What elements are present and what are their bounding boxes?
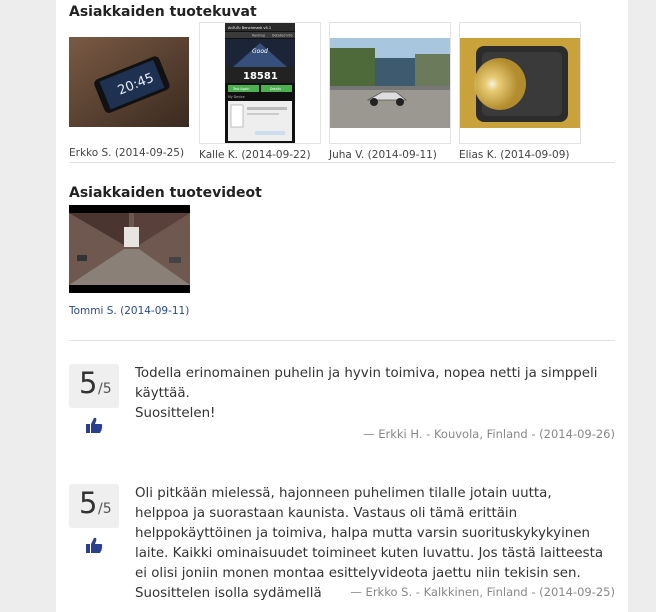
street-car-photo-icon[interactable] — [329, 22, 451, 144]
rating-score-box — [69, 364, 119, 408]
thumbs-up-icon — [85, 416, 103, 434]
photo-caption[interactable]: Kalle K. (2014-09-22) — [199, 149, 311, 161]
divider — [69, 340, 615, 341]
review-byline: — Erkko S. - Kalkkinen, Finland - (2014-09-25) — [350, 585, 615, 599]
review-text — [135, 364, 605, 424]
review-item — [69, 484, 615, 604]
review-byline: — Erkki H. - Kouvola, Finland - (2014-09-26) — [363, 427, 615, 441]
street-video-thumbnail-icon[interactable] — [69, 205, 190, 293]
benchmark-btn-test-again: Test Again — [233, 87, 250, 91]
review-item — [69, 364, 615, 444]
customer-photo[interactable] — [199, 22, 321, 161]
benchmark-tab-ranking: Ranking — [252, 33, 265, 38]
review-line: Suosittelen! — [135, 406, 216, 421]
photo-caption[interactable]: Elias K. (2014-09-09) — [459, 149, 570, 161]
videos-section-title: Asiakkaiden tuotevideot — [69, 185, 262, 201]
rating-max: /5 — [98, 501, 112, 517]
rating-max: /5 — [98, 381, 112, 397]
phone-back-flash-photo-icon[interactable] — [459, 22, 581, 144]
benchmark-app-title: AnTuTu Benchmark v5.1 — [228, 26, 272, 30]
divider — [69, 162, 615, 163]
photos-section-title: Asiakkaiden tuotekuvat — [69, 4, 257, 20]
customer-photo[interactable] — [329, 22, 451, 161]
photo-caption[interactable]: Juha V. (2014-09-11) — [329, 149, 437, 161]
review-line: Oli pitkään mielessä, hajonneen puhelimen tilalle jotain uutta, helppoa ja suorastaan kaunista. Vastaus oli tämä erittäin helppokäyttöinen ja toimiva, halpa mutta varsin suorituskykykyinen laite. Kaikki ominaisuudet toimineet kuten luvattu. Jos tästä laitteesta ei olisi joniin monen montaa esittelyvideota jaettu niin tekisin sen. Suosittelen isolla sydämellä — [135, 486, 604, 601]
content-panel — [56, 0, 628, 612]
benchmark-tab-info: Detailed Info — [272, 33, 293, 38]
benchmark-score: 18581 — [243, 71, 278, 82]
customer-photo[interactable] — [69, 22, 191, 159]
rating-score: 5 — [79, 486, 98, 520]
thumbs-up-icon — [85, 536, 103, 554]
benchmark-my-device-label: My Device — [228, 95, 245, 99]
video-caption[interactable]: Tommi S. (2014-09-11) — [69, 305, 190, 317]
svg-text:20:45: 20:45 — [115, 70, 157, 99]
benchmark-rating: Good — [252, 48, 268, 55]
phone-on-table-photo-icon[interactable] — [69, 22, 189, 142]
rating-score: 5 — [79, 366, 98, 400]
photo-grid — [69, 22, 589, 162]
rating-score-box — [69, 484, 119, 528]
review-line: Todella erinomainen puhelin ja hyvin toimiva, nopea netti ja simppeli käyttää. — [135, 366, 598, 401]
photo-caption[interactable]: Erkko S. (2014-09-25) — [69, 147, 185, 159]
benchmark-btn-details: Details — [270, 87, 282, 91]
customer-photo[interactable] — [459, 22, 581, 161]
benchmark-screenshot-icon[interactable] — [199, 22, 321, 144]
